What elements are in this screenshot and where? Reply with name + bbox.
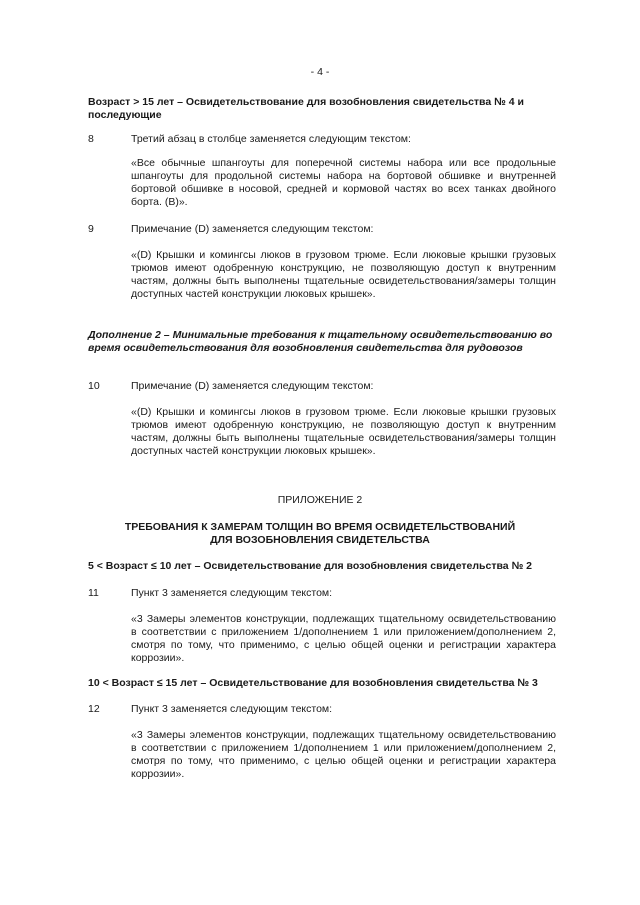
section-heading: 5 < Возраст ≤ 10 лет – Освидетельствование для возобновления свидетельства № 2 xyxy=(88,560,533,572)
item-number: 12 xyxy=(88,703,100,715)
item-number: 11 xyxy=(88,587,99,599)
item-lead: Пункт 3 заменяется следующим текстом: xyxy=(131,703,333,715)
item-lead: Примечание (D) заменяется следующим текстом: xyxy=(131,380,374,392)
item-lead: Третий абзац в столбце заменяется следующим текстом: xyxy=(131,133,411,145)
item-quote: «Все обычные шпангоуты для поперечной системы набора или все продольные шпангоуты для продольной системы набора на бортовой обшивке и внутренней бортовой обшивке в носовой, средней и кормовой частях во всех танках двойного борта. (B)». xyxy=(131,157,556,208)
item-quote: «3 Замеры элементов конструкции, подлежащих тщательному освидетельствованию в соответствии с приложением 1/дополнением 1 или приложением/дополнением 2, смотря по тому, что применимо, с целью общей оценки и регистрации характера коррозии». xyxy=(131,613,556,664)
item-number: 9 xyxy=(88,223,94,235)
section-heading: Дополнение 2 – Минимальные требования к тщательному освидетельствованию во время освидетельствования для возобновления свидетельства для рудовозов xyxy=(88,329,553,354)
section-heading: 10 < Возраст ≤ 15 лет – Освидетельствование для возобновления свидетельства № 3 xyxy=(88,677,538,689)
appendix-label: ПРИЛОЖЕНИЕ 2 xyxy=(277,494,363,506)
item-quote: «3 Замеры элементов конструкции, подлежащих тщательному освидетельствованию в соответствии с приложением 1/дополнением 1 или приложением/дополнением 2, смотря по тому, что применимо, с целью общей оценки и регистрации характера коррозии». xyxy=(131,729,556,780)
section-heading: Возраст > 15 лет – Освидетельствование для возобновления свидетельства № 4 и последующие xyxy=(88,96,524,121)
item-quote: «(D) Крышки и комингсы люков в грузовом трюме. Если люковые крышки грузовых трюмов имеют одобренную конструкцию, не позволяющую доступ к внутренним частям, должны быть выполнены тщательные освидетельствования/замеры толщин доступных частей конструкции люковых крышек». xyxy=(131,249,556,300)
item-lead: Пункт 3 заменяется следующим текстом: xyxy=(131,587,333,599)
page-number: - 4 - xyxy=(310,66,330,78)
item-lead: Примечание (D) заменяется следующим текстом: xyxy=(131,223,374,235)
item-number: 8 xyxy=(88,133,94,145)
item-number: 10 xyxy=(88,380,100,392)
item-quote: «(D) Крышки и комингсы люков в грузовом трюме. Если люковые крышки грузовых трюмов имеют одобренную конструкцию, не позволяющую доступ к внутренним частям, должны быть выполнены тщательные освидетельствования/замеры толщин доступных частей конструкции люковых крышек». xyxy=(131,406,556,457)
appendix-title: ТРЕБОВАНИЯ К ЗАМЕРАМ ТОЛЩИН ВО ВРЕМЯ ОСВИДЕТЕЛЬСТВОВАНИЙ ДЛЯ ВОЗОБНОВЛЕНИЯ СВИДЕТЕЛЬСТВА xyxy=(124,521,516,546)
